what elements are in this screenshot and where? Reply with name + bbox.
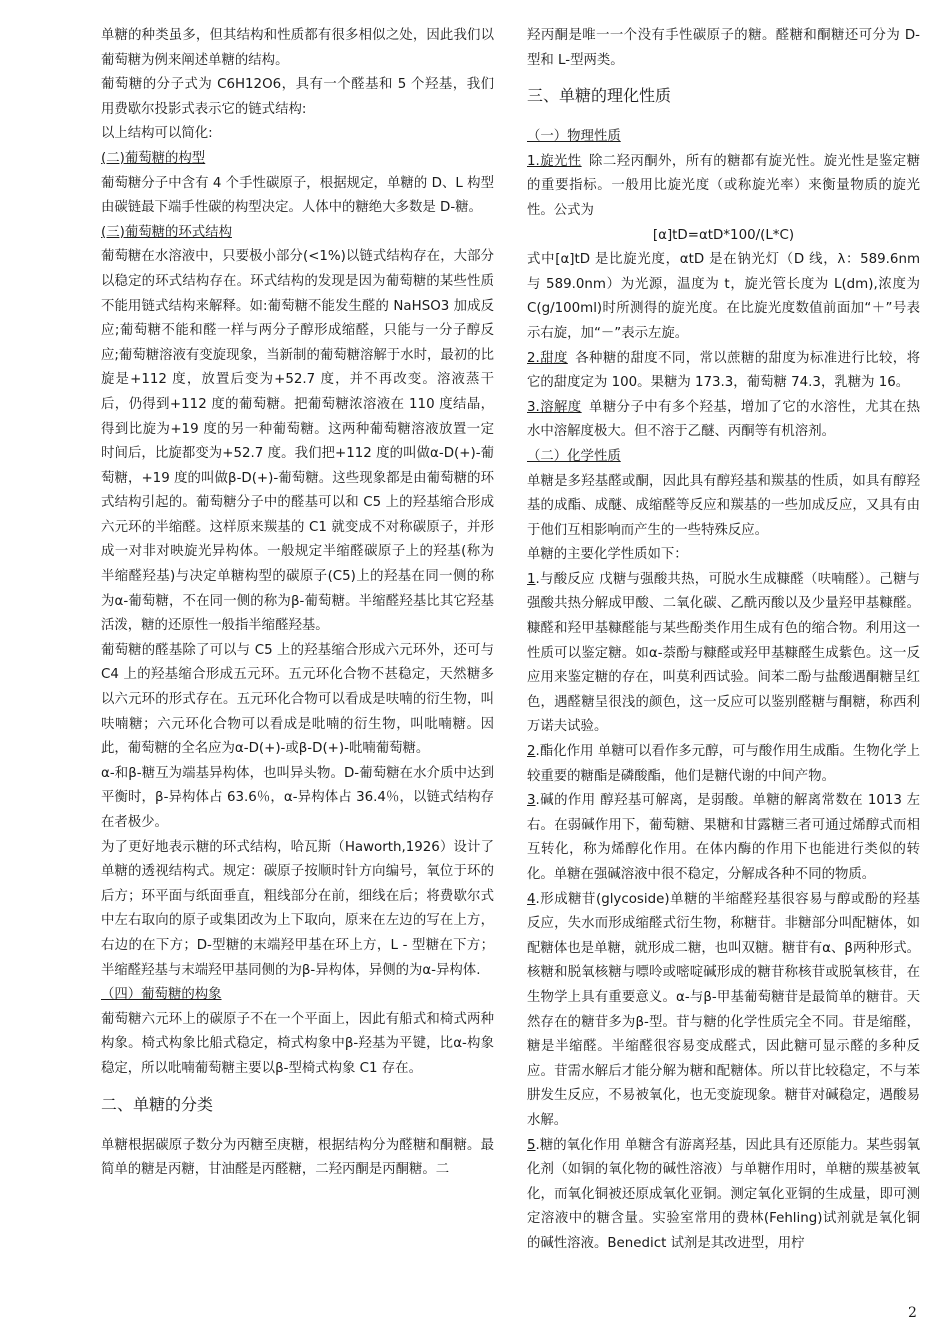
subheading-chemical: （二）化学性质 bbox=[527, 448, 621, 464]
item-text: .酯化作用 单糖可以看作多元醇，可与酸作用生成酯。生物化学上较重要的糖酯是磷酸酯，他们是糖代谢的中间产物。 bbox=[527, 744, 920, 784]
text-sweetness: 各种糖的甜度不同，常以蔗糖的甜度为标准进行比较，将它的甜度定为 100。果糖为 173.3，葡萄糖 74.3，乳糖为 16。 bbox=[527, 350, 920, 391]
paragraph: 葡萄糖六元环上的碳原子不在一个平面上，因此有船式和椅式两种构象。椅式构象比船式稳定，椅式构象中β-羟基为平键，比α-构象稳定，所以吡喃葡萄糖主要以β-型椅式构象 C1 存在。 bbox=[101, 1011, 494, 1076]
item-number: 5 bbox=[527, 1137, 536, 1153]
label-solubility: 3.溶解度 bbox=[527, 399, 582, 415]
paragraph-solubility bbox=[527, 396, 920, 445]
item-text: .与酸反应 戊糖与强酸共热，可脱水生成糠醛（呋喃醛）。己糖与强酸共热分解成甲酸、二氧化碳、乙酰丙酸以及少量羟甲基糠醛。糠醛和羟甲基糠醛能与某些酚类作用生成有色的缩合物。利用这一性质可以鉴定糖。如α-萘酚与糠醛或羟甲基糠醛生成紫色。这一反应用来鉴定糖的存在，叫莫利西试验。间苯二酚与盐酸遇酮糖呈红色，遇醛糖呈很浅的颜色，这一反应可以鉴别醛糖与酮糖，称西利万诺夫试验。 bbox=[527, 571, 920, 735]
item-number: 2 bbox=[527, 744, 536, 760]
item-text: .糖的氧化作用 单糖含有游离羟基，因此具有还原能力。某些弱氧化剂（如铜的氧化物的碱性溶液）与单糖作用时，单糖的羰基被氧化，而氧化铜被还原成氧化亚铜。测定氧化亚铜的生成量，即可测定溶液中的糖含量。实验室常用的费林(Fehling)试剂就是氧化铜的碱性溶液。Benedict 试剂是其改进型，用柠 bbox=[527, 1137, 920, 1251]
formula: [α]tD=αtD*100/(L*C) bbox=[652, 227, 795, 243]
paragraph-base-action bbox=[527, 789, 920, 887]
text-solubility: 单糖分子中有多个羟基，增加了它的水溶性，尤其在热水中溶解度极大。但不溶于乙醚、丙酮等有机溶剂。 bbox=[527, 399, 921, 440]
paragraph-glycoside bbox=[527, 888, 920, 1134]
section-heading-classification: 二、单糖的分类 bbox=[101, 1094, 214, 1114]
subheading-conformation: （四）葡萄糖的构象 bbox=[101, 987, 222, 1003]
paragraph: 单糖是多羟基醛或酮，因此具有醇羟基和羰基的性质，如具有醇羟基的成酯、成醚、成缩醛等反应和羰基的一些加成反应，又具有由于他们互相影响而产生的一些特殊反应。 bbox=[527, 473, 920, 538]
paragraph: 葡萄糖的分子式为 C6H12O6，具有一个醛基和 5 个羟基，我们用费歇尔投影式表示它的链式结构: bbox=[101, 77, 494, 117]
item-number: 3 bbox=[527, 793, 536, 809]
paragraph: 单糖根据碳原子数分为丙糖至庚糖，根据结构分为醛糖和酮糖。最简单的糖是丙糖，甘油醛是丙醛糖，二羟丙酮是丙酮糖。二 bbox=[101, 1137, 494, 1178]
item-text: .形成糖苷(glycoside)单糖的半缩醛羟基很容易与醇或酚的羟基反应，失水而形成缩醛式衍生物，称糖苷。非糖部分叫配糖体，如配糖体也是单糖，就形成二糖，也叫双糖。糖苷有α、β两种形式。核糖和脱氧核糖与嘌呤或嘧啶碱形成的糖苷称核苷或脱氧核苷，在生物学上具有重要意义。α-与β-甲基葡萄糖苷是最简单的糖苷。天然存在的糖苷多为β-型。苷与糖的化学性质完全不同。苷是缩醛，糖是半缩醛。半缩醛很容易变成醛式，因此糖可显示醛的多种反应。苷需水解后才能分解为糖和配糖体。所以苷比较稳定，不与苯肼发生反应，不易被氧化，也无变旋现象。糖苷对碱稳定，遇酸易水解。 bbox=[527, 891, 920, 1128]
paragraph-optical-rotation bbox=[527, 150, 920, 224]
label-sweetness: 2.甜度 bbox=[527, 350, 568, 366]
paragraph: α-和β-糖互为端基异构体，也叫异头物。D-葡萄糖在水介质中达到平衡时，β-异构体占 63.6％，α-异构体占 36.4％，以链式结构存在者极少。 bbox=[101, 765, 494, 830]
paragraph: 为了更好地表示糖的环式结构，哈瓦斯（Haworth,1926）设计了单糖的透视结构式。规定：碳原子按顺时针方向编号，氧位于环的后方；环平面与纸面垂直，粗线部分在前，细线在后；将费歇尔式中左右取向的原子或集团改为上下取向，原来在左边的写在上方，右边的在下方；D-型糖的末端羟甲基在环上方，L - 型糖在下方；半缩醛羟基与末端羟甲基同侧的为β-异构体，异侧的为α-异构体. bbox=[101, 839, 494, 978]
subheading-physical: （一）物理性质 bbox=[527, 129, 621, 145]
paragraph: 葡萄糖的醛基除了可以与 C5 上的羟基缩合形成六元环外，还可与 C4 上的羟基缩合形成五元环。五元环化合物不甚稳定，天然糖多以六元环的形式存在。五元环化合物可以看成是呋喃的衍生物，叫呋喃糖；六元环化合物可以看成是吡喃的衍生物，叫吡喃糖。因此，葡萄糖的全名应为α-D(+)-或β-D(+)-吡喃葡萄糖。 bbox=[101, 642, 494, 757]
page-number: 2 bbox=[908, 1305, 917, 1321]
item-number: 4 bbox=[527, 891, 536, 907]
subheading-configuration: (二)葡萄糖的构型 bbox=[101, 150, 206, 166]
section-heading-properties: 三、单糖的理化性质 bbox=[527, 86, 672, 106]
left-column bbox=[101, 24, 494, 1183]
text-optical-rotation: 除二羟丙酮外，所有的糖都有旋光性。旋光性是鉴定糖的重要指标。一般用比旋光度（或称旋光率）来衡量物质的旋光性。公式为 bbox=[527, 153, 921, 218]
label-optical-rotation: 1.旋光性 bbox=[527, 153, 582, 169]
paragraph-oxidation bbox=[527, 1134, 920, 1257]
paragraph-sweetness bbox=[527, 347, 920, 396]
paragraph: 式中[α]tD 是比旋光度，αtD 是在钠光灯（D 线，λ：589.6nm 与 589.0nm）为光源，温度为 t，旋光管长度为 L(dm),浓度为 C(g/100ml)时所测得的旋光度。在比旋光度数值前面加“＋”号表示右旋，加“－”表示左旋。 bbox=[527, 252, 920, 341]
item-number: 1 bbox=[527, 571, 536, 587]
subheading-ring-structure: (三)葡萄糖的环式结构 bbox=[101, 224, 232, 240]
right-column bbox=[527, 24, 920, 1257]
paragraph: 单糖的种类虽多，但其结构和性质都有很多相似之处，因此我们以葡萄糖为例来阐述单糖的结构。 bbox=[101, 28, 494, 68]
paragraph: 以上结构可以简化: bbox=[101, 126, 213, 142]
paragraph: 葡萄糖分子中含有 4 个手性碳原子，根据规定，单糖的 D、L 构型由碳链最下端手性碳的构型决定。人体中的糖绝大多数是 D-糖。 bbox=[101, 175, 494, 216]
paragraph: 葡萄糖在水溶液中，只要极小部分(<1%)以链式结构存在，大部分以稳定的环式结构存在。环式结构的发现是因为葡萄糖的某些性质不能用链式结构来解释。如:葡萄糖不能发生醛的 NaHSO3 加成反应;葡萄糖不能和醛一样与两分子醇形成缩醛，只能与一分子醇反应;葡萄糖溶液有变旋现象，当新制的葡萄糖溶解于水时，最初的比旋是+112 度，放置后变为+52.7 度，并不再改变。溶液蒸干后，仍得到+112 度的葡萄糖。把葡萄糖浓溶液在 110 度结晶，得到比旋为+19 度的另一种葡萄糖。这两种葡萄糖溶液放置一定时间后，比旋都变为+52.7 度。我们把+112 度的叫做α-D(+)-葡萄糖，+19 度的叫做β-D(+)-葡萄糖。这些现象都是由葡萄糖的环式结构引起的。葡萄糖分子中的醛基可以和 C5 上的羟基缩合形成六元环的半缩醛。这样原来羰基的 C1 就变成不对称碳原子，并形成一对非对映旋光异构体。一般规定半缩醛碳原子上的羟基(称为半缩醛羟基)与决定单糖构型的碳原子(C5)上的羟基在同一侧的称为α-葡萄糖，不在同一侧的称为β-葡萄糖。半缩醛羟基比其它羟基活泼，糖的还原性一般指半缩醛羟基。 bbox=[101, 249, 494, 634]
paragraph: 单糖的主要化学性质如下： bbox=[527, 547, 688, 563]
paragraph-acid-reaction bbox=[527, 568, 920, 740]
paragraph-esterification bbox=[527, 740, 920, 789]
item-text: .碱的作用 醇羟基可解离，是弱酸。单糖的解离常数在 1013 左右。在弱碱作用下，葡萄糖、果糖和甘露糖三者可通过烯醇式而相互转化，称为烯醇化作用。在体内酶的作用下也能进行类似的转化。单糖在强碱溶液中很不稳定，分解成各种不同的物质。 bbox=[527, 793, 920, 882]
paragraph: 羟丙酮是唯一一个没有手性碳原子的糖。醛糖和酮糖还可分为 D-型和 L-型两类。 bbox=[527, 28, 920, 68]
